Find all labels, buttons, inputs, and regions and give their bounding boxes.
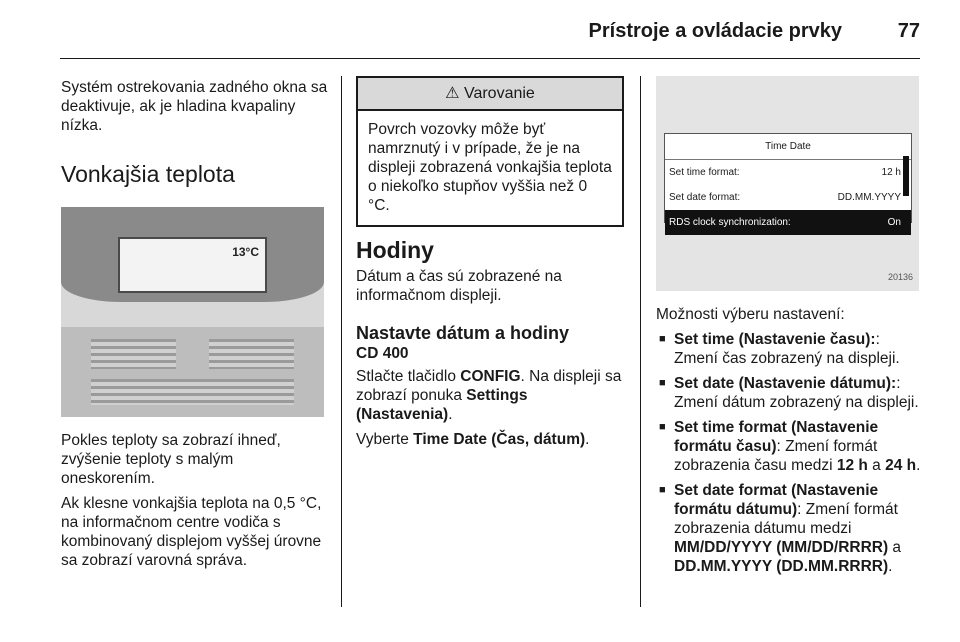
warning-triangle-icon: ⚠ [445, 85, 460, 102]
dashboard-photo [61, 207, 324, 417]
menu-title: Time Date [665, 134, 911, 160]
options-list [656, 330, 924, 576]
option-text: a [867, 457, 886, 474]
row-label: RDS clock synchronization: [669, 217, 791, 228]
option-name: Set date format (Nastavenie formátu dátumu) [674, 482, 879, 518]
option-text: : Zmení čas zobrazený na displeji. [674, 331, 900, 367]
time-date-menu-name: Time Date (Čas, dátum) [413, 431, 586, 448]
washer-paragraph: Systém ostrekovania zadného okna sa deaktivuje, ak je hladina kvapaliny nízka. [61, 79, 328, 134]
info-display [118, 237, 267, 293]
text-run: . [448, 406, 453, 423]
temperature-paragraph-2: Ak klesne vonkajšia teplota na 0,5 °C, na informačnom centre vodiča s kombinovaný displejom vyššej úrovne sa zobrazí varovná správa. [61, 495, 322, 569]
option-value: 24 h [885, 457, 917, 474]
display-temperature: 13°C [232, 245, 259, 259]
warning-header [358, 78, 622, 111]
time-date-screen-image [656, 76, 919, 291]
page-number: 77 [897, 20, 920, 42]
warning-box [356, 76, 624, 227]
menu-scrollbar [903, 156, 909, 196]
config-paragraph [356, 367, 624, 424]
row-value: 12 h [881, 167, 901, 178]
air-vent-right [209, 339, 294, 369]
image-id: 20136 [887, 272, 913, 282]
subheading-set-date-time: Nastavte dátum a hodiny [356, 323, 570, 343]
options-intro: Možnosti výberu nastavení: [656, 306, 845, 323]
column-2 [356, 76, 624, 455]
time-date-menu [664, 133, 912, 228]
column-1 [61, 78, 329, 576]
text-run: Vyberte [356, 431, 414, 448]
column-divider-1 [341, 76, 342, 607]
air-vent-left [91, 339, 176, 369]
text-run: Stlačte tlačidlo [356, 368, 461, 385]
center-console [61, 327, 324, 417]
select-paragraph [356, 430, 624, 449]
row-value: DD.MM.YYYY [837, 192, 901, 203]
option-text: . [916, 457, 921, 474]
option-name: Set date (Nastavenie dátumu): [674, 375, 897, 392]
cd-400-label: CD 400 [356, 345, 409, 362]
option-value: MM/DD/YYYY (MM/DD/RRRR) [674, 539, 889, 556]
option-name: Set time (Nastavenie času): [674, 331, 876, 348]
section-heading-clock: Hodiny [356, 237, 434, 263]
list-item [656, 374, 924, 412]
clock-paragraph: Dátum a čas sú zobrazené na informačnom displeji. [356, 268, 562, 304]
menu-row-rds-sync [665, 210, 911, 235]
warning-title: Varovanie [463, 85, 535, 102]
menu-row-date-format [665, 185, 911, 210]
warning-text: Povrch vozovky môže byť namrznutý i v prípade, že je na displeji zobrazená vonkajšia teplota o niekoľko stupňov vyššia než 0 °C. [368, 121, 612, 214]
menu-row-time-format [665, 160, 911, 185]
column-3 [656, 76, 924, 582]
row-value: On [887, 217, 901, 228]
instrument-bezel [61, 207, 324, 302]
option-text: . [888, 558, 893, 575]
list-item [656, 330, 924, 368]
option-text: a [888, 539, 902, 556]
text-run: . [585, 431, 590, 448]
list-item [656, 418, 924, 475]
column-divider-2 [640, 76, 641, 607]
config-button-name: CONFIG [460, 368, 521, 385]
option-text: : Zmení formát zobrazenia dátumu medzi [674, 501, 898, 537]
text-run: . Na displeji sa zobrazí ponuka [356, 368, 622, 404]
air-vent-lower [91, 379, 294, 405]
row-label: Set time format: [669, 167, 740, 178]
temperature-paragraph-1: Pokles teploty sa zobrazí ihneď, zvýšenie teploty s malým oneskorením. [61, 432, 281, 487]
settings-menu-name: Settings (Nastavenia) [356, 387, 528, 423]
option-text: : Zmení dátum zobrazený na displeji. [674, 375, 919, 411]
option-name: Set time format (Nastavenie formátu času) [674, 419, 879, 455]
running-header-title: Prístroje a ovládacie prvky [588, 20, 842, 42]
option-text: : Zmení formát zobrazenia času medzi [674, 438, 878, 474]
row-label: Set date format: [669, 192, 741, 203]
option-value: 12 h [836, 457, 868, 474]
list-item [656, 481, 924, 576]
section-heading-outside-temperature: Vonkajšia teplota [61, 161, 235, 187]
header-rule [60, 58, 920, 59]
option-value: DD.MM.YYYY (DD.MM.RRRR) [674, 558, 889, 575]
